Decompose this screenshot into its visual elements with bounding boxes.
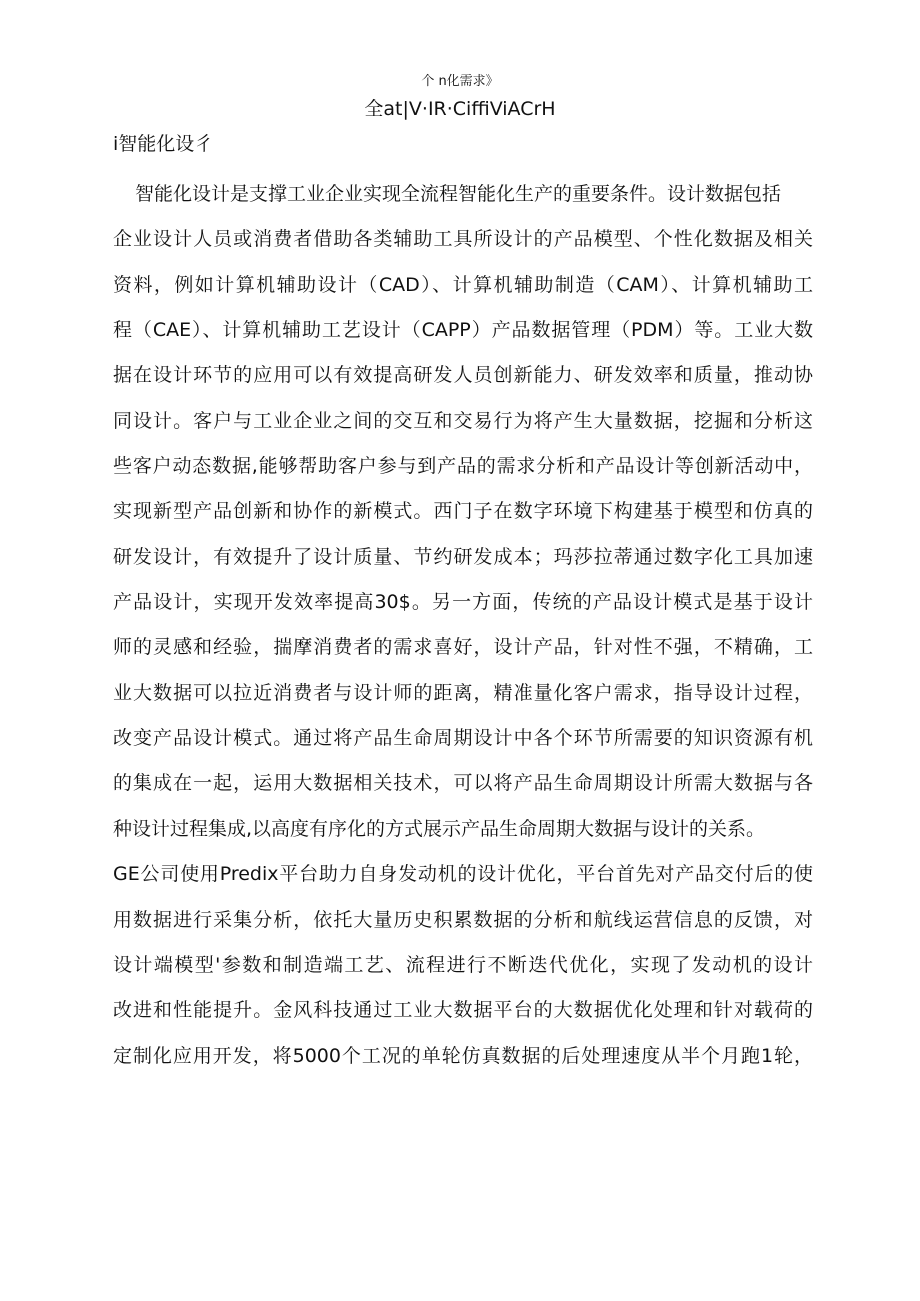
header-subtitle: 个 n化需求》 [421,74,499,89]
body-line: 师的灵感和经验，揣摩消费者的需求喜好，设计产品，针对性不强，不精确，工 [113,636,813,659]
body-line: 些客户动态数据,能够帮助客户参与到产品的需求分析和产品设计等创新活动中， [113,455,813,478]
body-text [113,172,813,1079]
body-line: 用数据进行采集分析，依托大量历史积累数据的分析和航线运营信息的反馈，对 [113,908,813,931]
body-line: GE公司使用Predix平台助力自身发动机的设计优化，平台首先对产品交付后的使 [113,863,813,886]
body-line: 智能化设计是支撑工业企业实现全流程智能化生产的重要条件。设计数据包括 [135,183,782,205]
body-line: 实现新型产品创新和协作的新模式。西门子在数字环境下构建基于模型和仿真的 [113,500,813,523]
header-title: 全at|V·IR·CiffiViACrH [364,98,556,120]
body-line: 定制化应用开发，将5000个工况的单轮仿真数据的后处理速度从半个月跑1轮， [113,1044,813,1067]
body-line: 程（CAE）、计算机辅助工艺设计（CAPP）产品数据管理（PDM）等。工业大数 [113,319,813,342]
body-line: 研发设计，有效提升了设计质量、节约研发成本；玛莎拉蒂通过数字化工具加速 [113,545,813,568]
body-line: 产品设计，实现开发效率提高30$。另一方面，传统的产品设计模式是基于设计 [113,591,813,614]
body-line: 同设计。客户与工业企业之间的交互和交易行为将产生大量数据，挖掘和分析这 [113,409,813,432]
body-line: 据在设计环节的应用可以有效提高研发人员创新能力、研发效率和质量，推动协 [113,364,813,387]
body-line: 设计端模型'参数和制造端工艺、流程进行不断迭代优化，实现了发动机的设计 [113,953,813,976]
body-line: 种设计过程集成,以高度有序化的方式展示产品生命周期大数据与设计的关系。 [113,817,766,840]
section-heading: i智能化设彳 [113,133,214,155]
body-line: 的集成在一起，运用大数据相关技术，可以将产品生命周期设计所需大数据与各 [113,772,813,795]
body-line: 业大数据可以拉近消费者与设计师的距离，精准量化客户需求，指导设计过程， [113,681,813,704]
body-line: 改进和性能提升。金风科技通过工业大数据平台的大数据优化处理和针对载荷的 [113,999,813,1022]
body-line: 资料，例如计算机辅助设计（CAD）、计算机辅助制造（CAM）、计算机辅助工 [113,273,813,296]
body-line: 企业设计人员或消费者借助各类辅助工具所设计的产品模型、个性化数据及相关 [113,228,813,251]
body-line: 改变产品设计模式。通过将产品生命周期设计中各个环节所需要的知识资源有机 [113,727,813,750]
